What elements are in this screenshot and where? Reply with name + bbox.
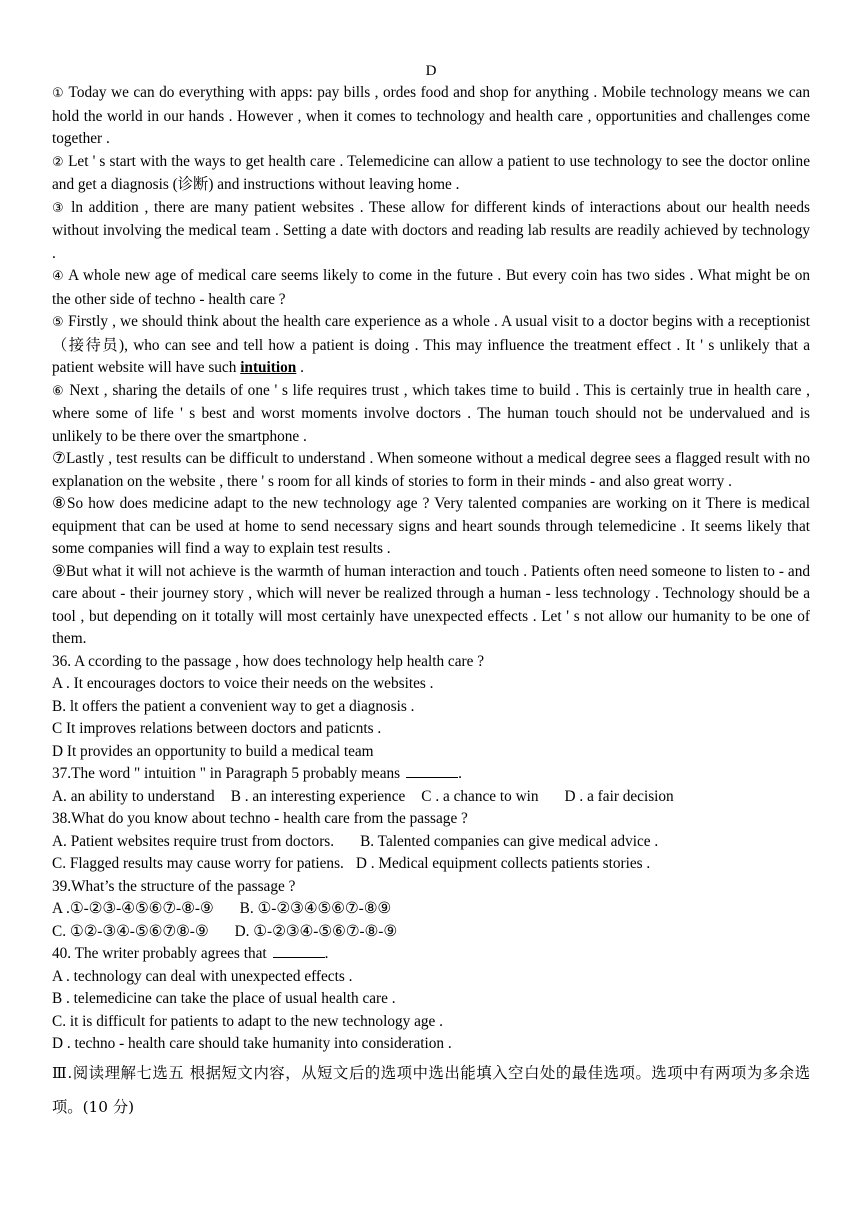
document-page <box>52 0 810 1124</box>
paragraph-text: But what it will not achieve is the warmth of human interaction and touch . Patients often need someone to listen to - and care about - their journey story , which will never be realized through a human - less technology . Technology should be a tool , but depending on it totally will most certainly have unexpected effects . Let ' s not allow our humanity to be one of them. <box>52 562 810 647</box>
option-a: A .①-②③-④⑤⑥⑦-⑧-⑨ <box>52 900 214 917</box>
options-row <box>52 853 810 876</box>
question-stem: 39.What’s the structure of the passage ? <box>52 877 296 895</box>
paragraph-text: So how does medicine adapt to the new technology age ? Very talented companies are working on it There is medical equipment that can be used at home to send necessary signs and heart sounds through telemedicine . It seems likely that some companies will find a way to explain test results . <box>52 495 811 557</box>
paragraph-number: ② <box>52 154 64 170</box>
question-stem: 36. A ccording to the passage , how does technology help health care ? <box>52 652 485 670</box>
answer-blank <box>406 763 458 778</box>
option-b: B. ①-②③④⑤⑥⑦-⑧⑨ <box>239 900 392 917</box>
question-39 <box>52 876 810 944</box>
options-row <box>52 786 810 809</box>
paragraph-9 <box>52 561 810 651</box>
paragraph-number: ③ <box>52 200 66 216</box>
paragraph-number: ④ <box>52 269 65 284</box>
option-c: C. ①②-③④-⑤⑥⑦⑧-⑨ <box>52 922 209 940</box>
paragraph-number: ① <box>52 86 65 101</box>
question-36 <box>52 651 810 764</box>
paragraph-text: Lastly , test results can be difficult to understand . When someone without a medical degree sees a flagged result with no explanation on the website , there ' s room for all kinds of stories to form in their minds - and also great worry . <box>52 450 810 490</box>
option-d: D It provides an opportunity to build a medical team <box>52 742 374 760</box>
question-stem-end: . <box>324 945 329 962</box>
paragraph-6 <box>52 380 810 449</box>
option-b: B . telemedicine can take the place of usual health care . <box>52 990 396 1007</box>
paragraph-number: ⑧ <box>52 495 67 512</box>
option-d: D . techno - health care should take humanity into consideration . <box>52 1035 452 1052</box>
paragraph-2 <box>52 151 810 197</box>
paragraph-number: ⑤ <box>52 315 64 330</box>
option-b: B. lt offers the patient a convenient way to get a diagnosis . <box>52 697 415 715</box>
passage-title: D <box>425 63 437 79</box>
question-37 <box>52 763 810 808</box>
paragraph-text: Let ' s start with the ways to get health care . Telemedicine can allow a patient to use technology to see the doctor online and get a diagnosis (诊断) and instructions without leaving home . <box>52 152 810 193</box>
option-c: C . a chance to win <box>421 787 539 805</box>
paragraph-4 <box>52 265 810 311</box>
paragraph-1 <box>52 82 810 151</box>
option-c: C. Flagged results may cause worry for patiens. <box>52 855 344 872</box>
paragraph-number: ⑥ <box>52 383 65 399</box>
answer-blank <box>273 943 325 958</box>
options-row <box>52 921 810 944</box>
paragraph-text: A whole new age of medical care seems likely to come in the future . But every coin has two sides . What might be on the other side of techno - health care ? <box>52 267 810 308</box>
paragraph-5 <box>52 311 810 380</box>
passage-body <box>52 82 810 651</box>
option-a: A. Patient websites require trust from doctors. <box>52 832 335 850</box>
question-38 <box>52 808 810 876</box>
question-40 <box>52 943 810 1056</box>
question-stem: 38.What do you know about techno - health care from the passage ? <box>52 810 468 827</box>
question-stem-end: . <box>458 765 462 782</box>
paragraph-3 <box>52 197 810 266</box>
keyword-intuition: intuition <box>240 359 297 376</box>
paragraph-number: ⑨ <box>52 562 66 580</box>
option-a: A . It encourages doctors to voice their needs on the websites . <box>52 675 434 692</box>
question-stem-text: 37.The word " intuition " in Paragraph 5 probably means <box>52 765 401 782</box>
paragraph-8 <box>52 493 810 561</box>
options-row <box>52 831 810 854</box>
option-a: A . technology can deal with unexpected effects . <box>52 967 353 985</box>
section-3-heading: Ⅲ.阅读理解七选五 根据短文内容，从短文后的选项中选出能填入空白处的最佳选项。选项中有两项为多余选项。(10 分) <box>52 1063 810 1116</box>
option-c: C It improves relations between doctors and paticnts . <box>52 720 382 737</box>
option-d: D. ①-②③④-⑤⑥⑦-⑧-⑨ <box>234 922 398 940</box>
options-row <box>52 898 810 921</box>
question-stem <box>52 763 810 786</box>
paragraph-text: ln addition , there are many patient websites . These allow for different kinds of interactions about our health needs without involving the medical team . Setting a date with doctors and reading lab results are readily achieved by technology . <box>52 198 810 262</box>
paragraph-text: Firstly , we should think about the health care experience as a whole . A usual visit to a doctor begins with a receptionist（接待员), who can see and tell how a patient is doing . This may influence the treatment effect . It ' s unlikely that a patient website will have such <box>52 313 810 376</box>
option-d: D . Medical equipment collects patients stories . <box>355 855 651 872</box>
paragraph-number: ⑦ <box>52 450 66 467</box>
paragraph-text: Next , sharing the details of one ' s life requires trust , which takes time to build . This is certainly true in health care , where some of life ' s best and worst moments involve doctors . The human touch should not be undervalued and is unlikely to be there over the smartphone . <box>52 381 810 445</box>
option-b: B. Talented companies can give medical advice . <box>360 832 659 850</box>
paragraph-7 <box>52 448 810 493</box>
option-d: D . a fair decision <box>564 787 674 805</box>
question-stem-text: 40. The writer probably agrees that <box>52 945 267 962</box>
option-c: C. it is difficult for patients to adapt to the new technology age . <box>52 1012 443 1030</box>
question-stem <box>52 943 810 966</box>
option-a: A. an ability to understand <box>52 787 215 805</box>
option-b: B . an interesting experience <box>230 787 406 805</box>
paragraph-text: Today we can do everything with apps: pay bills , ordes food and shop for anything . Mobile technology means we can hold the world in our hands . However , when it comes to technology and health care , opportunities and challenges come together . <box>52 84 810 147</box>
paragraph-text-end: . <box>296 359 304 376</box>
